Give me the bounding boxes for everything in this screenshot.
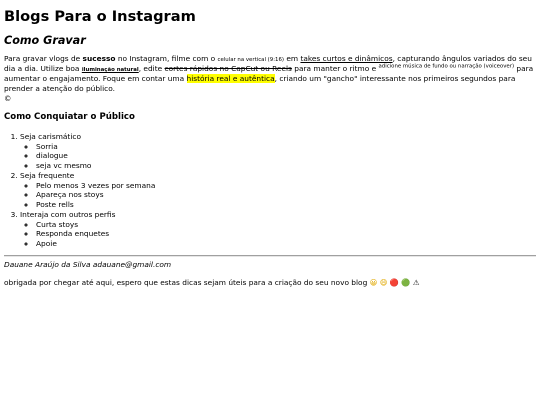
- intro-text-8: , criando um "gancho" interessante nos primeiros segundos para prender a atenção do público.: [4, 74, 516, 93]
- small-bold-iluminacao: iluminação natural: [81, 67, 139, 74]
- sub-list: [20, 142, 536, 171]
- sub-list: [20, 181, 536, 210]
- closing-paragraph: [4, 278, 536, 288]
- section-heading-conquistar: Como Conquiatar o Público: [4, 112, 135, 123]
- small-celular-vertical: celular na vertical (9:16): [217, 56, 284, 63]
- list-item: [20, 210, 536, 249]
- section-heading-como-gravar: Como Gravar: [4, 33, 86, 47]
- green-circle-icon: 🟢: [401, 277, 411, 287]
- intro-text-6: para manter o ritmo e: [291, 64, 379, 74]
- intro-text-5: , edite: [138, 64, 165, 74]
- list-item: [20, 171, 536, 210]
- sub-list-item: ◦ Pelo menos 3 vezes por semana: [36, 181, 536, 191]
- intro-text-7: para aumentar o engajamento. Foque em contar uma: [4, 64, 534, 84]
- tips-list: [4, 132, 536, 249]
- list-item: [20, 132, 536, 171]
- sub-list-item: ◦ Sorria: [36, 142, 536, 152]
- intro-text-4: , capturando ângulos variados do seu dia a dia. Utilize boa: [4, 53, 532, 74]
- sub-list-item: ◦ Curta stoys: [36, 220, 536, 230]
- deleted-cortes-rapidos: cortes rápidos no CapCut ou Reels: [164, 64, 292, 74]
- list-item-label: Seja frequente: [20, 170, 75, 180]
- red-circle-icon: 🔴: [389, 277, 399, 287]
- page-title: Blogs Para o Instagram: [4, 8, 196, 25]
- list-item-label: Interaja com outros perfis: [20, 209, 116, 219]
- smiling-face-icon: 😄: [379, 277, 388, 287]
- sub-list-item: ◦ dialogue: [36, 151, 536, 161]
- intro-text-2: no Instagram, filme com o: [115, 53, 218, 63]
- inserted-takes-curtos: takes curtos e dinâmicos: [300, 53, 393, 63]
- sub-list-item: ◦ seja vc mesmo: [36, 161, 536, 171]
- sub-list-item: ◦ Responda enquetes: [36, 229, 536, 239]
- warning-icon: ⚠: [412, 277, 420, 287]
- intro-paragraph: [4, 54, 536, 104]
- highlight-historia-real: história real e autêntica: [186, 74, 275, 84]
- intro-text-3: em: [283, 53, 301, 63]
- superscript-musica: adicione música de fundo ou narração (voiceover): [378, 63, 515, 70]
- sub-list-item: ◦ Poste rells: [36, 200, 536, 210]
- intro-text-1: Para gravar vlogs de: [4, 53, 83, 63]
- sub-list-item: ◦ Apoie: [36, 239, 536, 249]
- list-item-label: Seja carismático: [20, 131, 81, 141]
- author-address: Dauane Araújo da Silva adauane@gmail.com: [4, 259, 172, 269]
- closing-text: obrigada por chegar até aqui, espero que estas dicas sejam úteis para a criação do seu novo blog: [4, 277, 368, 287]
- sub-list-item: ◦ Apareça nos stoys: [36, 190, 536, 200]
- sub-list: [20, 220, 536, 249]
- copyright-symbol: ©: [4, 93, 12, 103]
- grinning-face-icon: 😀: [369, 277, 378, 287]
- divider: [4, 255, 536, 257]
- strong-sucesso: sucesso: [82, 53, 116, 63]
